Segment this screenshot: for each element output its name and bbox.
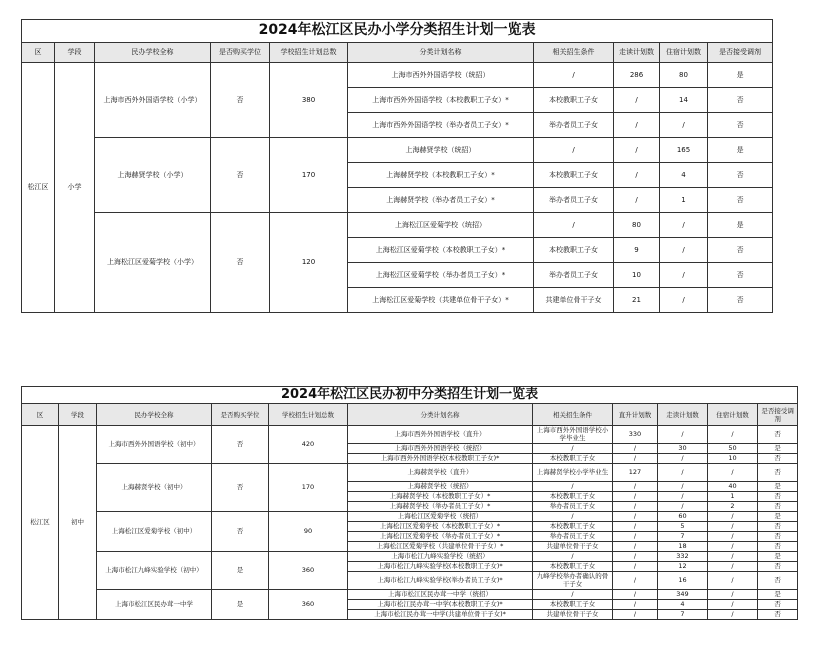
cond-cell: /: [534, 63, 614, 88]
cond-cell: 本校教职工子女: [533, 562, 613, 572]
cond-cell: 共建单位骨干子女: [533, 542, 613, 552]
cat-cell: 上海赫贤学校（本校教职工子女）*: [348, 492, 533, 502]
col-header: 区: [22, 43, 55, 63]
cond-cell: /: [534, 138, 614, 163]
board-cell: /: [708, 426, 758, 444]
col-header: 走读计划数: [658, 404, 708, 426]
col-header: 相关招生条件: [534, 43, 614, 63]
cond-cell: 上海市西外外国语学校小学毕业生: [533, 426, 613, 444]
col-header: 区: [22, 404, 59, 426]
cat-cell: 上海松江区爱菊学校（举办者员工子女）*: [348, 263, 534, 288]
adjust-cell: 否: [758, 502, 798, 512]
cat-cell: 上海赫贤学校（举办者员工子女）*: [348, 502, 533, 512]
district-cell: 松江区: [22, 63, 55, 313]
adjust-cell: 否: [758, 532, 798, 542]
adjust-cell: 否: [758, 562, 798, 572]
buys-seat-cell: 否: [211, 213, 270, 313]
school-total-cell: 420: [269, 426, 348, 464]
school-total-cell: 380: [270, 63, 348, 138]
board-cell: /: [708, 522, 758, 532]
board-cell: 50: [708, 444, 758, 454]
cat-cell: 上海市松江区民办茸一中学（统招）: [348, 590, 533, 600]
table-row: [22, 512, 798, 522]
cond-cell: 上海赫贤学校小学毕业生: [533, 464, 613, 482]
board-cell: /: [708, 600, 758, 610]
direct-cell: /: [613, 590, 658, 600]
adjust-cell: 是: [708, 63, 773, 88]
day-cell: 7: [658, 610, 708, 620]
adjust-cell: 否: [708, 238, 773, 263]
school-name-cell: 上海市松江九峰实验学校（初中）: [97, 552, 212, 590]
table-title: 2024年松江区民办初中分类招生计划一览表: [22, 387, 798, 404]
board-cell: /: [708, 562, 758, 572]
adjust-cell: 否: [708, 163, 773, 188]
cond-cell: 举办者员工子女: [534, 113, 614, 138]
board-cell: /: [708, 590, 758, 600]
col-header: 民办学校全称: [95, 43, 211, 63]
board-cell: /: [660, 113, 708, 138]
cond-cell: 本校教职工子女: [533, 454, 613, 464]
school-name-cell: 上海松江区爱菊学校（初中）: [97, 512, 212, 552]
adjust-cell: 否: [758, 600, 798, 610]
board-cell: /: [708, 542, 758, 552]
buys-seat-cell: 否: [212, 512, 269, 552]
day-cell: 7: [658, 532, 708, 542]
table-row: [22, 590, 798, 600]
cond-cell: 本校教职工子女: [534, 88, 614, 113]
board-cell: /: [708, 572, 758, 590]
day-cell: /: [614, 163, 660, 188]
cond-cell: 本校教职工子女: [534, 238, 614, 263]
cat-cell: 上海松江区爱菊学校（统招）: [348, 213, 534, 238]
direct-cell: /: [613, 482, 658, 492]
direct-cell: /: [613, 492, 658, 502]
day-cell: /: [614, 138, 660, 163]
cat-cell: 上海市西外外国语学校（本校教职工子女）*: [348, 88, 534, 113]
cat-cell: 上海松江区爱菊学校（共建单位骨干子女）*: [348, 288, 534, 313]
board-cell: /: [708, 464, 758, 482]
cat-cell: 上海赫贤学校（统招）: [348, 138, 534, 163]
board-cell: /: [708, 610, 758, 620]
adjust-cell: 否: [708, 263, 773, 288]
direct-cell: 127: [613, 464, 658, 482]
cat-cell: 上海松江区爱菊学校（共建单位骨干子女）*: [348, 542, 533, 552]
school-name-cell: 上海市西外外国语学校（小学）: [95, 63, 211, 138]
day-cell: /: [614, 88, 660, 113]
adjust-cell: 否: [708, 288, 773, 313]
day-cell: 349: [658, 590, 708, 600]
cat-cell: 上海松江区爱菊学校（本校教职工子女）*: [348, 522, 533, 532]
adjust-cell: 否: [758, 454, 798, 464]
school-name-cell: 上海松江区爱菊学校（小学）: [95, 213, 211, 313]
direct-cell: /: [613, 542, 658, 552]
direct-cell: /: [613, 502, 658, 512]
adjust-cell: 是: [708, 138, 773, 163]
col-header: 走读计划数: [614, 43, 660, 63]
cat-cell: 上海赫贤学校（统招）: [348, 482, 533, 492]
table-row: [22, 63, 773, 88]
col-header: 学校招生计划总数: [270, 43, 348, 63]
table-row: [22, 552, 798, 562]
cat-cell: 上海赫贤学校（本校教职工子女）*: [348, 163, 534, 188]
adjust-cell: 是: [758, 444, 798, 454]
school-total-cell: 120: [270, 213, 348, 313]
cat-cell: 上海市松江九峰实验学校(本校教职工子女)*: [348, 562, 533, 572]
cat-cell: 上海松江区爱菊学校（统招）: [348, 512, 533, 522]
day-cell: 332: [658, 552, 708, 562]
adjust-cell: 是: [758, 590, 798, 600]
adjust-cell: 否: [758, 572, 798, 590]
col-header: 相关招生条件: [533, 404, 613, 426]
cond-cell: 举办者员工子女: [533, 532, 613, 542]
adjust-cell: 否: [758, 610, 798, 620]
cond-cell: /: [533, 482, 613, 492]
school-total-cell: 170: [269, 464, 348, 512]
col-header: 是否接受调剂: [708, 43, 773, 63]
col-header: 学段: [55, 43, 95, 63]
col-header: 住宿计划数: [708, 404, 758, 426]
cat-cell: 上海市松江九峰实验学校（统招）: [348, 552, 533, 562]
direct-cell: 330: [613, 426, 658, 444]
col-header: 是否购买学位: [211, 43, 270, 63]
board-cell: 14: [660, 88, 708, 113]
cat-cell: 上海赫贤学校（举办者员工子女）*: [348, 188, 534, 213]
buys-seat-cell: 否: [212, 464, 269, 512]
direct-cell: /: [613, 532, 658, 542]
board-cell: 1: [660, 188, 708, 213]
cond-cell: /: [533, 444, 613, 454]
cat-cell: 上海松江区爱菊学校（本校教职工子女）*: [348, 238, 534, 263]
board-cell: /: [660, 288, 708, 313]
adjust-cell: 是: [758, 512, 798, 522]
adjust-cell: 否: [758, 542, 798, 552]
day-cell: 60: [658, 512, 708, 522]
day-cell: 18: [658, 542, 708, 552]
board-cell: /: [708, 512, 758, 522]
day-cell: 286: [614, 63, 660, 88]
day-cell: 10: [614, 263, 660, 288]
table-body: [22, 63, 773, 313]
school-name-cell: 上海赫贤学校（初中）: [97, 464, 212, 512]
cond-cell: 共建单位骨干子女: [534, 288, 614, 313]
cond-cell: 举办者员工子女: [533, 502, 613, 512]
cond-cell: 本校教职工子女: [533, 522, 613, 532]
board-cell: 10: [708, 454, 758, 464]
cat-cell: 上海赫贤学校（直升）: [348, 464, 533, 482]
day-cell: 12: [658, 562, 708, 572]
cond-cell: /: [533, 590, 613, 600]
adjust-cell: 否: [758, 522, 798, 532]
board-cell: 165: [660, 138, 708, 163]
table-row: [22, 213, 773, 238]
table-title: 2024年松江区民办小学分类招生计划一览表: [22, 20, 773, 43]
stage-cell: 初中: [59, 426, 97, 620]
cat-cell: 上海市西外外国语学校（举办者员工子女）*: [348, 113, 534, 138]
adjust-cell: 否: [708, 113, 773, 138]
day-cell: 30: [658, 444, 708, 454]
district-cell: 松江区: [22, 426, 59, 620]
school-total-cell: 90: [269, 512, 348, 552]
cond-cell: 举办者员工子女: [534, 263, 614, 288]
day-cell: /: [658, 426, 708, 444]
direct-cell: /: [613, 610, 658, 620]
school-total-cell: 360: [269, 552, 348, 590]
school-total-cell: 170: [270, 138, 348, 213]
adjust-cell: 是: [758, 552, 798, 562]
day-cell: /: [614, 113, 660, 138]
direct-cell: /: [613, 444, 658, 454]
cond-cell: /: [533, 552, 613, 562]
day-cell: 9: [614, 238, 660, 263]
day-cell: 16: [658, 572, 708, 590]
direct-cell: /: [613, 562, 658, 572]
adjust-cell: 否: [758, 426, 798, 444]
adjust-cell: 是: [758, 482, 798, 492]
board-cell: /: [660, 213, 708, 238]
board-cell: 80: [660, 63, 708, 88]
adjust-cell: 否: [758, 464, 798, 482]
day-cell: 21: [614, 288, 660, 313]
cat-cell: 上海市松江九峰实验学校(举办者员工子女)*: [348, 572, 533, 590]
cat-cell: 上海市西外外国语学校（统招）: [348, 63, 534, 88]
cat-cell: 上海市松江民办茸一中学(共建单位骨干子女)*: [348, 610, 533, 620]
col-header: 学段: [59, 404, 97, 426]
buys-seat-cell: 否: [211, 138, 270, 213]
direct-cell: /: [613, 552, 658, 562]
board-cell: 2: [708, 502, 758, 512]
buys-seat-cell: 否: [212, 426, 269, 464]
cond-cell: 九峰学校举办者确认的骨干子女: [533, 572, 613, 590]
buys-seat-cell: 是: [212, 552, 269, 590]
school-name-cell: 上海市西外外国语学校（初中）: [97, 426, 212, 464]
day-cell: 4: [658, 600, 708, 610]
cat-cell: 上海松江区爱菊学校（举办者员工子女）*: [348, 532, 533, 542]
adjust-cell: 是: [708, 213, 773, 238]
col-header: 民办学校全称: [97, 404, 212, 426]
cond-cell: 本校教职工子女: [533, 600, 613, 610]
col-header: 学校招生计划总数: [269, 404, 348, 426]
direct-cell: /: [613, 454, 658, 464]
stage-cell: 小学: [55, 63, 95, 313]
direct-cell: /: [613, 522, 658, 532]
cat-cell: 上海市松江民办茸一中学(本校教职工子女)*: [348, 600, 533, 610]
cond-cell: 共建单位骨干子女: [533, 610, 613, 620]
cat-cell: 上海市西外外国语学校（直升）: [348, 426, 533, 444]
cond-cell: /: [534, 213, 614, 238]
col-header: 住宿计划数: [660, 43, 708, 63]
school-name-cell: 上海市松江区民办茸一中学: [97, 590, 212, 620]
board-cell: /: [708, 532, 758, 542]
cond-cell: /: [533, 512, 613, 522]
board-cell: 40: [708, 482, 758, 492]
board-cell: /: [660, 263, 708, 288]
day-cell: /: [658, 454, 708, 464]
day-cell: 5: [658, 522, 708, 532]
primary-enrollment-table: [21, 19, 773, 313]
table-body: [22, 426, 798, 620]
cat-cell: 上海市西外外国语学校（统招）: [348, 444, 533, 454]
table-row: [22, 138, 773, 163]
adjust-cell: 否: [708, 188, 773, 213]
cond-cell: 本校教职工子女: [534, 163, 614, 188]
table-row: [22, 464, 798, 482]
adjust-cell: 否: [708, 88, 773, 113]
day-cell: /: [658, 482, 708, 492]
adjust-cell: 否: [758, 492, 798, 502]
day-cell: /: [658, 492, 708, 502]
board-cell: 4: [660, 163, 708, 188]
cat-cell: 上海市西外外国语学校(本校教职工子女)*: [348, 454, 533, 464]
middle-enrollment-table: [21, 386, 798, 620]
board-cell: /: [660, 238, 708, 263]
col-header: 分类计划名称: [348, 404, 533, 426]
day-cell: 80: [614, 213, 660, 238]
board-cell: /: [708, 552, 758, 562]
board-cell: 1: [708, 492, 758, 502]
day-cell: /: [658, 502, 708, 512]
cond-cell: 本校教职工子女: [533, 492, 613, 502]
col-header: 直升计划数: [613, 404, 658, 426]
school-name-cell: 上海赫贤学校（小学）: [95, 138, 211, 213]
cond-cell: 举办者员工子女: [534, 188, 614, 213]
col-header: 分类计划名称: [348, 43, 534, 63]
day-cell: /: [614, 188, 660, 213]
direct-cell: /: [613, 512, 658, 522]
table-row: [22, 426, 798, 444]
buys-seat-cell: 否: [211, 63, 270, 138]
col-header: 是否接受调剂: [758, 404, 798, 426]
day-cell: /: [658, 464, 708, 482]
school-total-cell: 360: [269, 590, 348, 620]
direct-cell: /: [613, 572, 658, 590]
col-header: 是否购买学位: [212, 404, 269, 426]
direct-cell: /: [613, 600, 658, 610]
buys-seat-cell: 是: [212, 590, 269, 620]
